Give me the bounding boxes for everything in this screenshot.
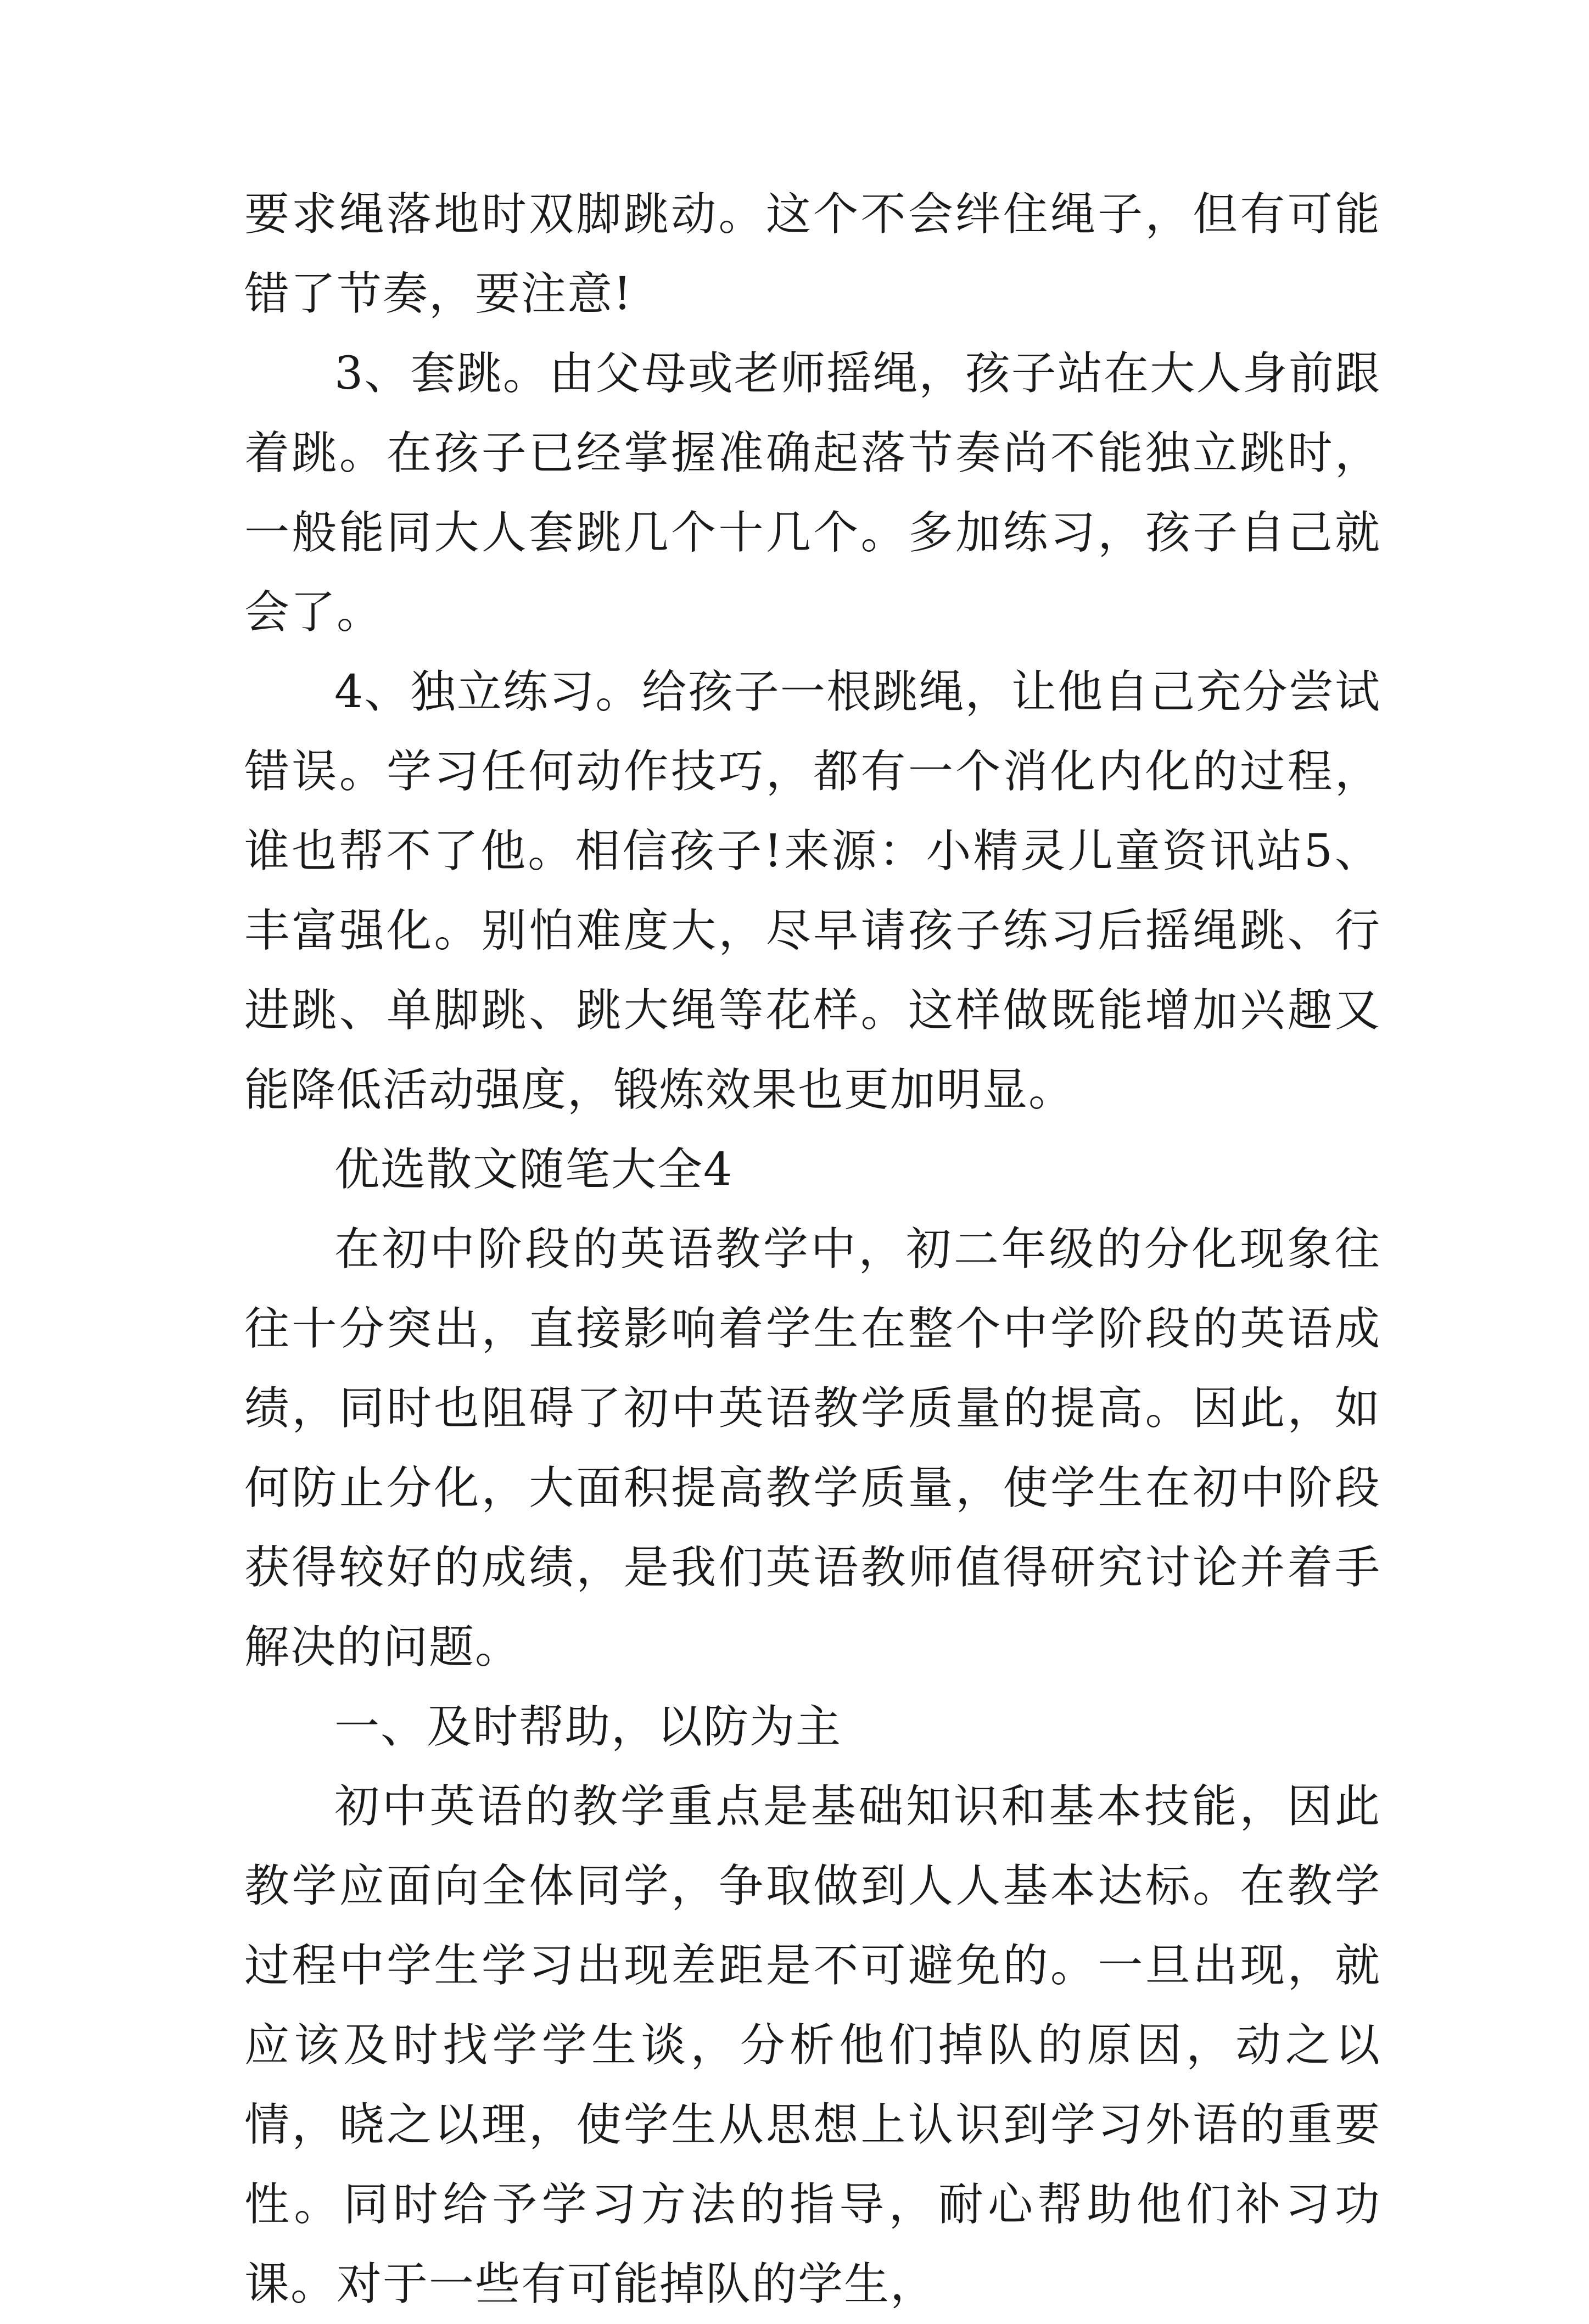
paragraph-step-3: 3、套跳。由父母或老师摇绳，孩子站在大人身前跟着跳。在孩子已经掌握准确起落节奏尚不能独立跳时，一般能同大人套跳几个十几个。多加练习，孩子自己就会了。 [244,348,1381,639]
paragraph-rope-landing: 要求绳落地时双脚跳动。这个不会绊住绳子，但有可能错了节奏，要注意! [244,188,1381,320]
paragraph-step-4: 4、独立练习。给孩子一根跳绳，让他自己充分尝试错误。学习任何动作技巧，都有一个消化内化的过程，谁也帮不了他。相信孩子!来源：小精灵儿童资讯站5、丰富强化。别怕难度大，尽早请孩子练习后摇绳跳、行进跳、单脚跳、跳大绳等花样。这样做既能增加兴趣又能降低活动强度，锻炼效果也更加明显。 [244,666,1381,1116]
paragraph-teaching-focus: 初中英语的教学重点是基础知识和基本技能，因此教学应面向全体同学，争取做到人人基本达标。在教学过程中学生学习出现差距是不可避免的。一旦出现，就应该及时找学学生谈，分析他们掉队的原因，动之以情，晓之以理，使学生从思想上认识到学习外语的重要性。同时给予学习方法的指导，耐心帮助他们补习功课。对于一些有可能掉队的学生， [244,1780,1381,2310]
paragraph-english-teaching-intro: 在初中阶段的英语教学中，初二年级的分化现象往往十分突出，直接影响着学生在整个中学阶段的英语成绩，同时也阻碍了初中英语教学质量的提高。因此，如何防止分化，大面积提高教学质量，使学生在初中阶段获得较好的成绩，是我们英语教师值得研究讨论并着手解决的问题。 [244,1223,1381,1673]
document-body [244,175,1381,2324]
section-heading-essay-4: 优选散文随笔大全4 [334,1144,734,1196]
section-heading-timely-help: 一、及时帮助，以防为主 [334,1701,842,1753]
